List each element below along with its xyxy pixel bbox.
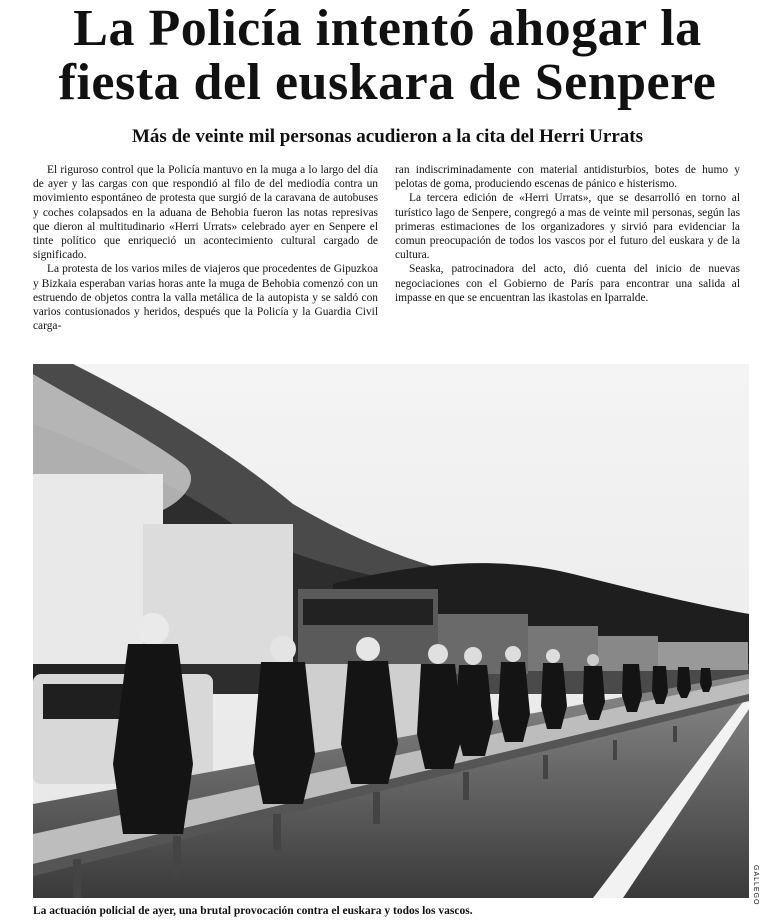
news-photo <box>33 364 749 898</box>
paragraph: El riguroso control que la Policía mantuvo en la muga a lo largo del día de ayer y las cargas con que respondió al filo de del mediodía contra un movimiento espontáneo de protesta que surgió de la caravana de autobuses y coches colapsados en la aduana de Behobia fueron las notas represivas que dieron al multitudinario «Herri Urrats» celebrado ayer en Senpere el tinte político que enriqueció un acontecimiento cultural cargado de significado. <box>33 164 378 262</box>
headline <box>0 2 775 110</box>
paragraph: Seaska, patrocinadora del acto, dió cuenta del inicio de nuevas negociaciones con el Gobierno de París para encontrar una salida al impasse en que se encuentran las ikastolas en Iparralde. <box>395 263 740 304</box>
subheadline: Más de veinte mil personas acudieron a la cita del Herri Urrats <box>132 126 643 147</box>
headline-line-2: fiesta del euskara de Senpere <box>58 54 717 111</box>
headline-line-1: La Policía intentó ahogar la <box>73 0 702 57</box>
photo-caption: La actuación policial de ayer, una brutal provocación contra el euskara y todos los vascos. <box>33 905 473 917</box>
article-column-right <box>395 163 740 305</box>
article-column-left <box>33 163 378 333</box>
photo-credit: GALLEGO <box>752 865 759 906</box>
paragraph: La protesta de los varios miles de viajeros que procedentes de Gipuzkoa y Bizkaia esperaban varias horas ante la muga de Behobia comenzó con un estruendo de objetos contra la valla metálica de la autopista y se saldó con varios contusionados y heridos, después que la Policía y la Guardia Civil carga- <box>33 263 378 333</box>
paragraph-continuation: ran indiscriminadamente con material antidisturbios, botes de humo y pelotas de goma, produciendo escenas de pánico e histerismo. <box>395 164 740 191</box>
photo-illustration <box>33 364 749 898</box>
paragraph: La tercera edición de «Herri Urrats», que se desarrolló en torno al turístico lago de Senpere, congregó a mas de veinte mil personas, según las primeras estimaciones de los organizadores y sirvió para evidenciar la comun preocupación de todos los vascos por el futuro del euskara y de la cultura. <box>395 192 740 262</box>
